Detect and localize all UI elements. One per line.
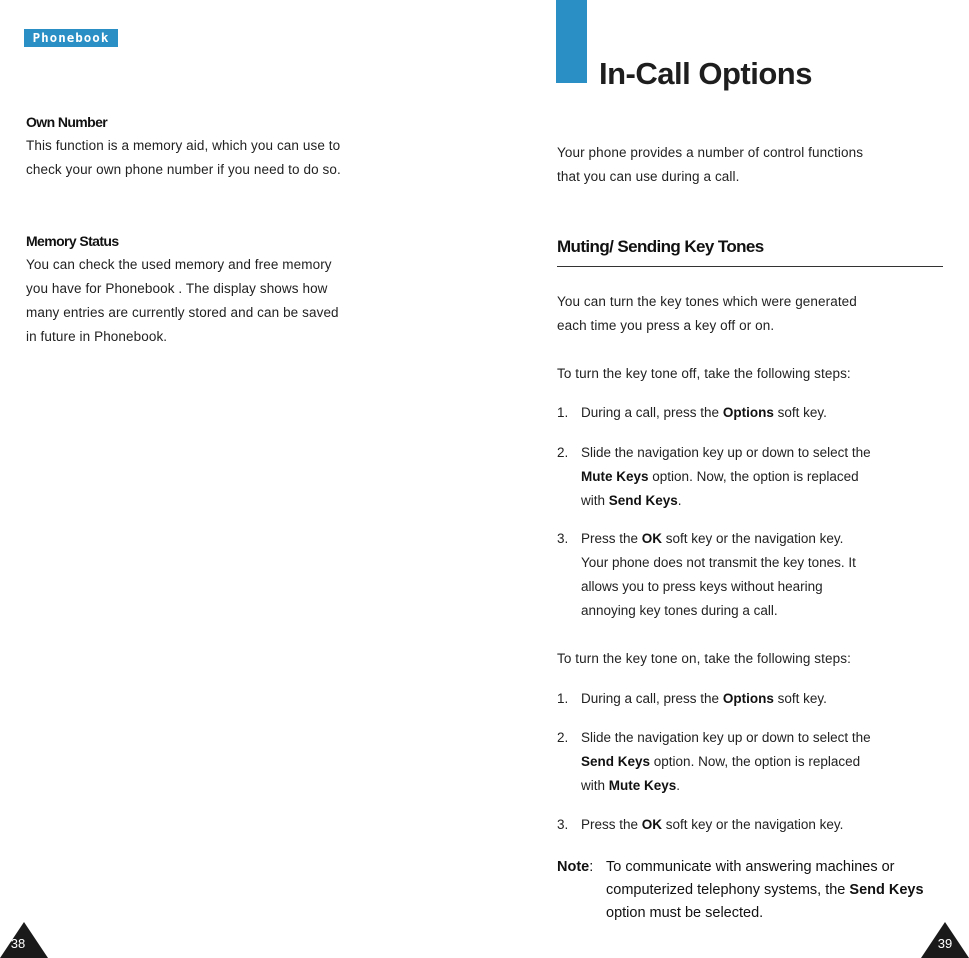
- step-number: 2.: [557, 730, 569, 745]
- option-label: Mute Keys: [581, 469, 649, 484]
- soft-key-label: Options: [722, 691, 774, 706]
- text-line: that you can use during a call.: [557, 169, 740, 184]
- text-line: many entries are currently stored and can be saved: [26, 305, 339, 320]
- step-text-part: soft key or the navigation key.: [662, 817, 844, 832]
- option-label: Send Keys: [849, 882, 924, 898]
- soft-key-label: OK: [641, 817, 663, 832]
- step-text-part: with: [581, 493, 609, 508]
- step-text-part: soft key or the navigation key.: [662, 531, 844, 546]
- step-number: 1.: [557, 691, 569, 706]
- text-line: annoying key tones during a call.: [581, 603, 778, 618]
- text-line: you have for Phonebook . The display shows how: [26, 281, 328, 296]
- text-line: check your own phone number if you need to do so.: [26, 162, 341, 177]
- step-number: 3.: [557, 817, 569, 832]
- text-line: each time you press a key off or on.: [557, 318, 775, 333]
- step-text-part: During a call, press the: [581, 691, 723, 706]
- list-item: [557, 441, 947, 513]
- chapter-marker: [556, 0, 587, 83]
- list-item: [557, 813, 947, 837]
- note: [557, 856, 947, 925]
- step-text-part: Press the: [581, 531, 642, 546]
- text-line: Your phone does not transmit the key tones. It: [581, 555, 856, 570]
- list-item: [557, 726, 947, 798]
- option-label: Mute Keys: [608, 778, 677, 793]
- step-text-part: soft key.: [773, 691, 827, 706]
- step-text-part: Press the: [581, 817, 642, 832]
- note-text: [606, 856, 947, 925]
- step-text-part: .: [676, 778, 681, 793]
- key-tone-on-intro: To turn the key tone on, take the following steps:: [557, 651, 851, 666]
- list-item: [557, 527, 947, 623]
- memory-status-text: [26, 253, 426, 349]
- step-number: 3.: [557, 531, 569, 546]
- step-text: [581, 401, 947, 425]
- step-text: [581, 813, 947, 837]
- page-number-left: [0, 922, 48, 958]
- step-text: [581, 527, 947, 623]
- section-divider: [557, 266, 943, 267]
- page-number-right: [921, 922, 969, 958]
- key-tone-off-intro: To turn the key tone off, take the following steps:: [557, 366, 851, 381]
- option-label: Send Keys: [608, 493, 678, 508]
- text-line: Your phone provides a number of control functions: [557, 145, 864, 160]
- text-line: This function is a memory aid, which you can use to: [26, 138, 341, 153]
- step-text: [581, 441, 947, 513]
- step-text-part: with: [581, 778, 609, 793]
- note-label: [557, 856, 593, 879]
- section-tag: Phonebook: [24, 29, 118, 47]
- step-number: 2.: [557, 445, 569, 460]
- note-text-part: To communicate with answering machines or computerized telephony systems, the: [606, 859, 895, 898]
- page-number: 39: [937, 936, 953, 951]
- step-text-part: Slide the navigation key up or down to select the: [581, 730, 871, 745]
- step-text-part: .: [677, 493, 682, 508]
- page-title: In-Call Options: [599, 56, 812, 91]
- note-colon: :: [589, 859, 594, 875]
- text-line: in future in Phonebook.: [26, 329, 168, 344]
- own-number-text: [26, 134, 426, 182]
- note-text-part: option must be selected.: [606, 905, 764, 921]
- step-text-part: soft key.: [773, 405, 827, 420]
- step-text-part: option. Now, the option is replaced: [650, 754, 861, 769]
- step-text: [581, 687, 947, 711]
- text-line: You can check the used memory and free memory: [26, 257, 332, 272]
- step-text-part: Slide the navigation key up or down to select the: [581, 445, 871, 460]
- section-heading: Muting/ Sending Key Tones: [557, 237, 764, 256]
- own-number-heading: Own Number: [26, 114, 108, 130]
- text-line: allows you to press keys without hearing: [581, 579, 823, 594]
- list-item: [557, 401, 947, 425]
- step-text-part: During a call, press the: [581, 405, 723, 420]
- step-text: [581, 726, 947, 798]
- intro-text: [557, 141, 957, 189]
- section-intro: [557, 290, 957, 338]
- memory-status-heading: Memory Status: [26, 233, 119, 249]
- page-number: 38: [10, 936, 26, 951]
- text-line: You can turn the key tones which were generated: [557, 294, 857, 309]
- soft-key-label: OK: [641, 531, 663, 546]
- list-item: [557, 687, 947, 711]
- note-label-text: Note: [557, 859, 590, 875]
- step-text-part: option. Now, the option is replaced: [648, 469, 859, 484]
- soft-key-label: Options: [722, 405, 774, 420]
- option-label: Send Keys: [581, 754, 651, 769]
- step-number: 1.: [557, 405, 569, 420]
